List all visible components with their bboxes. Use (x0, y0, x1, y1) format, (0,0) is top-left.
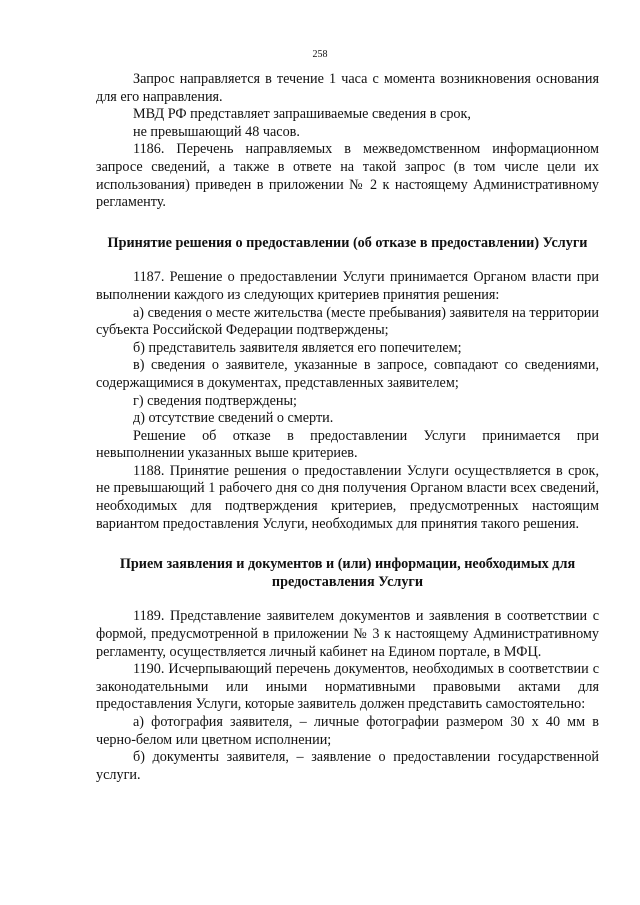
criterion-a: а) сведения о месте жительства (месте пребывания) заявителя на территории субъекта Российской Федерации подтверждены; (96, 304, 599, 339)
paragraph-1189: 1189. Представление заявителем документов и заявления в соответствии с формой, предусмотренной в приложении № 3 к настоящему Административному регламенту, осуществляется личный кабинет на Едином портале, в МФЦ. (96, 608, 599, 660)
document-item-b: б) документы заявителя, – заявление о предоставлении государственной услуги. (96, 749, 599, 783)
page-content (96, 71, 599, 784)
document-item-a: а) фотография заявителя, – личные фотографии размером 30 х 40 мм в черно-белом или цветном исполнении; (96, 714, 599, 748)
page-number: 258 (312, 49, 328, 60)
paragraph-request-timing: Запрос направляется в течение 1 часа с момента возникновения основания для его направления. (96, 71, 599, 105)
criterion-b: б) представитель заявителя является его попечителем; (133, 339, 462, 356)
criterion-d: д) отсутствие сведений о смерти. (133, 410, 334, 427)
section-heading-decision: Принятие решения о предоставлении (об отказе в предоставлении) Услуги (107, 234, 588, 251)
paragraph-1190: 1190. Исчерпывающий перечень документов, необходимых в соответствии с законодательными или иными нормативными правовыми актами для предоставления Услуги, которые заявитель должен представить самостоятельно: (96, 661, 599, 713)
criterion-g: г) сведения подтверждены; (133, 392, 297, 409)
criterion-v: в) сведения о заявителе, указанные в запросе, совпадают со сведениями, содержащимися в документах, представленных заявителем; (96, 357, 599, 391)
paragraph-mvd-deadline-cont: не превышающий 48 часов. (133, 123, 300, 140)
paragraph-1186: 1186. Перечень направляемых в межведомственном информационном запросе сведений, а также в ответе на такой запрос (в том числе цели их использования) приведен в приложении № 2 к настоящему Административному регламенту. (96, 141, 599, 211)
paragraph-mvd-deadline: МВД РФ представляет запрашиваемые сведения в срок, (133, 106, 471, 123)
paragraph-1187: 1187. Решение о предоставлении Услуги принимается Органом власти при выполнении каждого из следующих критериев принятия решения: (96, 269, 599, 303)
section-heading-reception: Прием заявления и документов и (или) информации, необходимых для предоставления Услуги (119, 556, 576, 590)
paragraph-refusal: Решение об отказе в предоставлении Услуги принимается при невыполнении указанных выше критериев. (96, 427, 599, 462)
paragraph-1188: 1188. Принятие решения о предоставлении Услуги осуществляется в срок, не превышающий 1 рабочего дня со дня получения Органом власти всех сведений, необходимых для подтверждения критериев, предусмотренных настоящим вариантом предоставления Услуги, необходимых для принятия такого решения. (96, 462, 599, 532)
